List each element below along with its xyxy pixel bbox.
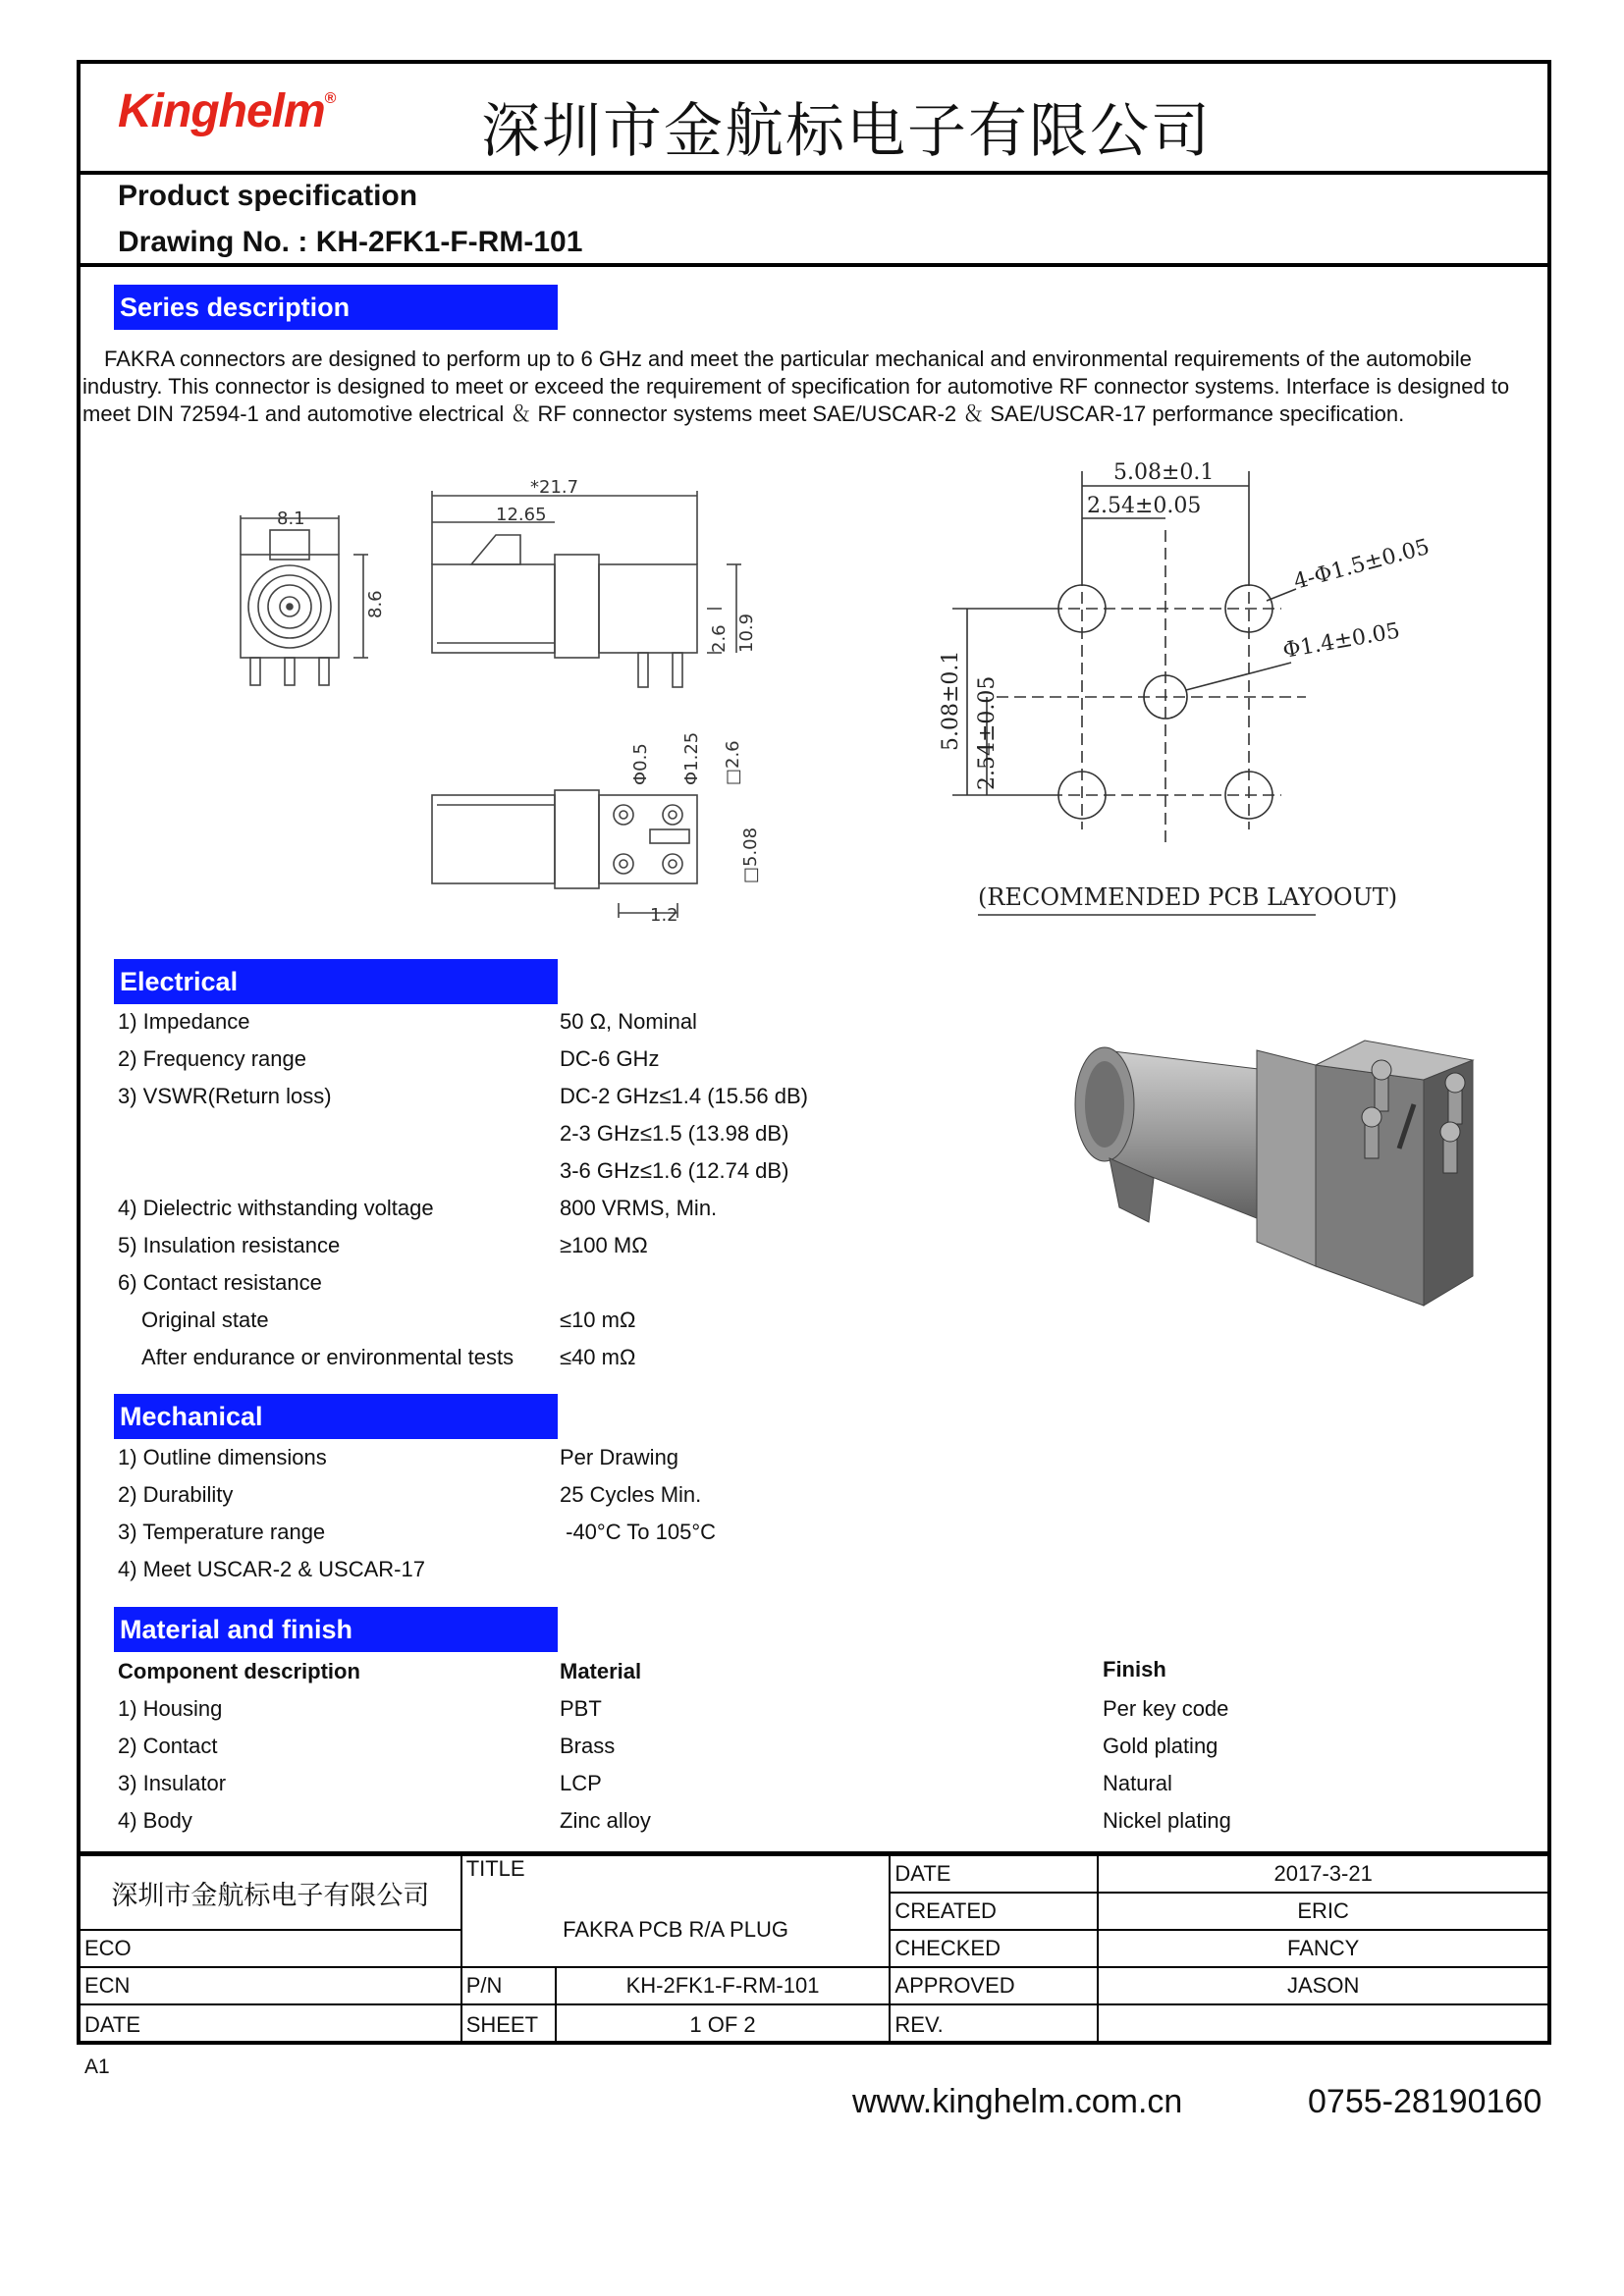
tb-sheet-label: SHEET [461,2004,556,2044]
mat-finish: Per key code [1103,1696,1229,1721]
mech-label: 4) Meet USCAR-2 & USCAR-17 [118,1557,425,1581]
elec-label: 4) Dielectric withstanding voltage [118,1196,434,1220]
dim-21-7: *21.7 [530,477,579,498]
col-header-finish: Finish [1103,1657,1166,1682]
brand-logo: Kinghelm® [118,85,336,137]
tb-rev-label: REV. [890,2004,1098,2044]
tb-eco: ECO [81,1930,461,1967]
tb-created-label: CREATED [890,1893,1098,1930]
mat-material: LCP [560,1771,602,1795]
pcb-layout-drawing [923,452,1473,933]
tb-date-value: 2017-3-21 [1098,1855,1548,1893]
section-heading-material: Material and finish [114,1607,558,1652]
tb-rev-value [1098,2004,1548,2044]
tb-ecn: ECN [81,1967,461,2004]
dim-1-2: 1.2 [650,905,678,926]
mat-finish: Natural [1103,1771,1172,1795]
pcb-dim-v-2-54: 2.54±0.05 [975,675,1000,790]
mat-material: Brass [560,1734,616,1758]
dim-sq-5-08: □5.08 [740,827,761,883]
dim-8-1: 8.1 [277,508,305,529]
pcb-hole-center: Φ1.4±0.05 [1280,618,1402,664]
elec-label: 3) VSWR(Return loss) [118,1084,332,1108]
elec-label: 1) Impedance [118,1009,250,1034]
dim-8-6: 8.6 [365,590,386,618]
mat-component: 1) Housing [118,1696,223,1721]
front-view [241,515,368,685]
elec-value: 50 Ω, Nominal [560,1009,697,1034]
company-name: 深圳市金航标电子有限公司 [481,97,1212,166]
pcb-holes [952,471,1306,844]
elec-label: 2) Frequency range [118,1046,306,1071]
mat-material: PBT [560,1696,602,1721]
tb-title-label: TITLE [461,1855,891,1893]
elec-value: 800 VRMS, Min. [560,1196,718,1220]
elec-value: ≥100 MΩ [560,1233,648,1257]
elec-value: ≤40 mΩ [560,1345,636,1369]
col-header-material: Material [560,1659,642,1683]
tb-pn-value: KH-2FK1-F-RM-101 [556,1967,891,2004]
drawing-number: Drawing No. : KH-2FK1-F-RM-101 [118,226,583,258]
elec-value: DC-2 GHz≤1.4 (15.56 dB) [560,1084,808,1108]
tb-checked-value: FANCY [1098,1930,1548,1967]
mech-label: 3) Temperature range [118,1520,326,1544]
tb-date-left: DATE [81,2004,461,2044]
series-description: FAKRA connectors are designed to perform up to 6 GHz and meet the particular mechanical and environmental requirements of the automobile industry. This connector is designed to meet or exceed the requirement of specification for automotive RF connector systems. Interface is designed to meet DIN 72594-1 and automotive electrical ＆ RF connector systems meet SAE/USCAR-2 ＆ SAE/USCAR-17 performance specification. [82,347,1510,426]
divider [77,171,1551,175]
mech-label: 2) Durability [118,1482,234,1507]
dim-sq-2-6: □2.6 [723,740,743,785]
pcb-holes-4: 4-Φ1.5±0.05 [1291,534,1433,595]
elec-value: DC-6 GHz [560,1046,660,1071]
phone-number: 0755-28190160 [1308,2083,1543,2120]
dim-2-6: 2.6 [709,624,730,653]
divider [77,263,1551,267]
elec-label: 6) Contact resistance [118,1270,322,1295]
outline-drawing [226,471,776,933]
section-heading-electrical: Electrical [114,959,558,1004]
dim-10-9: 10.9 [736,613,757,653]
title-block [81,1854,1549,2044]
elec-label: Original state [141,1308,269,1332]
mech-value: 25 Cycles Min. [560,1482,702,1507]
section-heading-series: Series description [114,285,558,330]
website-link[interactable]: www.kinghelm.com.cn [852,2083,1183,2120]
paper-size: A1 [84,2056,110,2078]
col-header-component: Component description [118,1659,360,1683]
tb-created-value: ERIC [1098,1893,1548,1930]
mat-component: 3) Insulator [118,1771,227,1795]
elec-value: 3-6 GHz≤1.6 (12.74 dB) [560,1158,789,1183]
pcb-dim-5-08: 5.08±0.1 [1113,460,1215,485]
tb-pn-label: P/N [461,1967,556,2004]
mech-value: Per Drawing [560,1445,679,1469]
side-view [432,491,741,687]
elec-value: 2-3 GHz≤1.5 (13.98 dB) [560,1121,789,1146]
tb-sheet-value: 1 OF 2 [556,2004,891,2044]
dim-phi-0-5: Φ0.5 [630,743,651,785]
product-3d-image [1051,1011,1483,1315]
section-heading-mechanical: Mechanical [114,1394,558,1439]
mat-finish: Nickel plating [1103,1808,1231,1833]
mech-label: 1) Outline dimensions [118,1445,327,1469]
elec-label: After endurance or environmental tests [141,1345,514,1369]
pcb-dim-v-5-08: 5.08±0.1 [939,650,963,751]
tb-approved-label: APPROVED [890,1967,1098,2004]
bottom-view [432,790,697,918]
dim-12-65: 12.65 [496,505,547,525]
tb-company: 深圳市金航标电子有限公司 [81,1855,461,1930]
spec-title: Product specification [118,180,418,212]
mech-value: -40°C To 105°C [560,1520,717,1544]
pcb-dim-2-54: 2.54±0.05 [1087,494,1202,518]
elec-label: 5) Insulation resistance [118,1233,341,1257]
pcb-caption: (RECOMMENDED PCB LAYOOUT) [978,883,1398,911]
elec-value: ≤10 mΩ [560,1308,636,1332]
mat-finish: Gold plating [1103,1734,1218,1758]
tb-checked-label: CHECKED [890,1930,1098,1967]
tb-approved-value: JASON [1098,1967,1548,2004]
mat-component: 4) Body [118,1808,192,1833]
mat-component: 2) Contact [118,1734,218,1758]
dim-phi-1-25: Φ1.25 [681,731,702,785]
tb-title-value: FAKRA PCB R/A PLUG [461,1893,891,1967]
tb-date-label: DATE [890,1855,1098,1893]
mat-material: Zinc alloy [560,1808,651,1833]
